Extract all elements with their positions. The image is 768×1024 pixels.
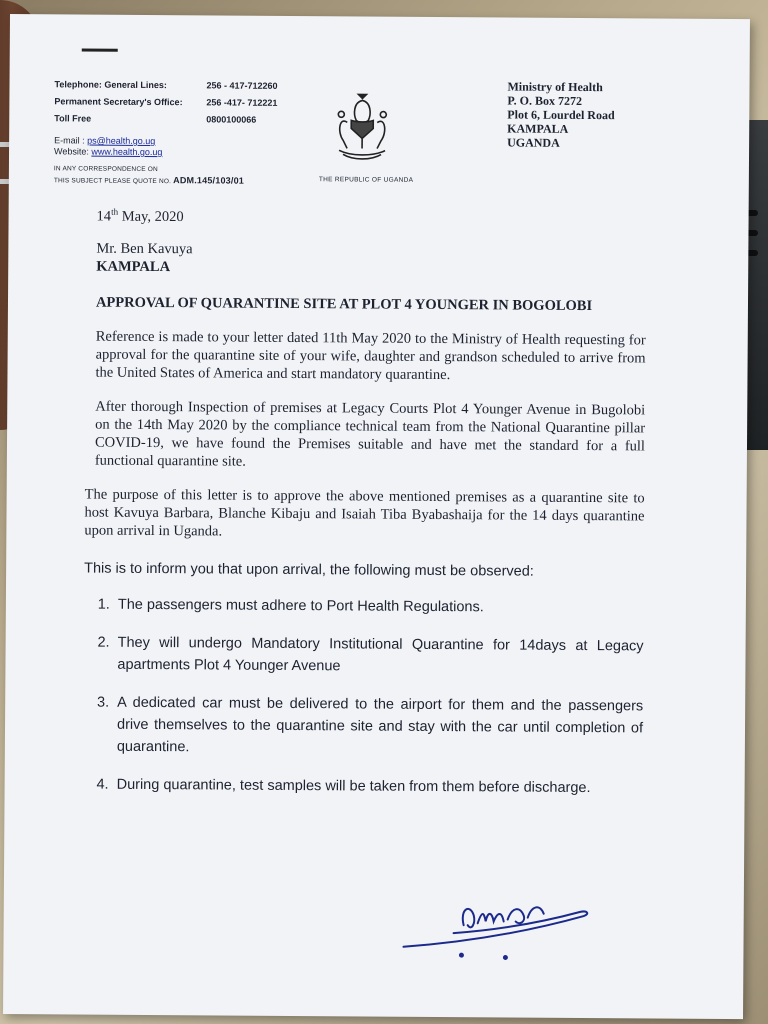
condition-item: 3. A dedicated car must be delivered to the airport for them and the passengers drive themselves to the quarantine site and stay with the car until completion of quarantine.	[113, 692, 643, 762]
contact-label: Telephone: General Lines:	[54, 79, 167, 91]
website-line	[54, 146, 277, 159]
correspondence-note-2: THIS SUBJECT PLEASE QUOTE NO.	[53, 177, 172, 186]
republic-label: THE REPUBLIC OF UGANDA	[318, 176, 414, 184]
reference-line	[54, 174, 277, 188]
signature-icon	[393, 885, 594, 966]
contact-label: Permanent Secretary's Office:	[54, 96, 183, 108]
recipient-name: Mr. Ben Kavuya	[96, 240, 193, 258]
recipient-city: KAMPALA	[96, 258, 171, 275]
letter-sheet	[3, 14, 750, 1019]
condition-item: 1. The passengers must adhere to Port Health Regulations.	[114, 594, 644, 620]
email-label: E-mail :	[54, 135, 85, 146]
ministry-line: KAMPALA	[507, 121, 569, 136]
conditions-list	[83, 593, 644, 799]
letter-body	[83, 203, 647, 800]
date-day: 14	[96, 208, 112, 225]
date-rest: May, 2020	[118, 208, 184, 226]
recipient-address	[96, 239, 646, 279]
contact-block	[54, 76, 278, 188]
paragraph-reference: Reference is made to your letter dated 11th May 2020 to the Ministry of Health requesting for approval for the quarantine site of your wife, daughter and grandson scheduled to arrive from the United States of America and start mandatory quarantine.	[95, 328, 646, 383]
conditions-intro: This is to inform you that upon arrival, the following must be observed:	[84, 560, 534, 580]
letter-date	[97, 203, 647, 230]
condition-item: 2. They will undergo Mandatory Institutional Quarantine for 14days at Legacy apartments Plot 4 Younger Avenue	[113, 632, 643, 680]
letter-subject: APPROVAL OF QUARANTINE SITE AT PLOT 4 YOUNGER IN BOGOLOBI	[95, 294, 593, 314]
header-dash	[82, 49, 118, 52]
contact-value: 256 -417- 712221	[206, 97, 278, 108]
correspondence-note: IN ANY CORRESPONDENCE ON	[53, 165, 158, 174]
date-suffix: th	[111, 206, 119, 217]
contact-row	[54, 76, 277, 95]
reference-number: ADM.145/103/01	[173, 175, 245, 186]
email-link[interactable]: ps@health.go.ug	[87, 135, 156, 147]
ministry-line: UGANDA	[507, 135, 560, 150]
ministry-line: Plot 6, Lourdel Road	[507, 107, 615, 123]
contact-value: 0800100066	[206, 114, 257, 125]
paragraph-purpose: The purpose of this letter is to approve the above mentioned premises as a quarantine site to host Kavuya Barbara, Blanche Kibaju and Isaiah Tiba Byabashaija for the 14 days quarantine upon arrival in Uganda.	[84, 486, 645, 540]
ministry-address	[507, 79, 615, 150]
website-link[interactable]: www.health.go.ug	[91, 146, 163, 158]
paragraph-inspection: After thorough Inspection of premises at Legacy Courts Plot 4 Younger Avenue in Bugolobi on the 14th May 2020 by the compliance technical team from the National Quarantine pillar COVID-19, we have found the Premises suitable and have met the standard for a full functional quarantine site.	[94, 398, 646, 470]
contact-row	[54, 93, 277, 112]
ministry-line: Ministry of Health	[507, 79, 603, 95]
website-label: Website:	[54, 146, 89, 157]
coat-of-arms-icon	[331, 92, 393, 162]
contact-row	[54, 110, 277, 129]
contact-value: 256 - 417-712260	[206, 80, 278, 91]
contact-label: Toll Free	[54, 113, 92, 124]
condition-item: 4. During quarantine, test samples will be taken from them before discharge.	[113, 774, 643, 800]
ministry-line: P. O. Box 7272	[507, 93, 583, 108]
